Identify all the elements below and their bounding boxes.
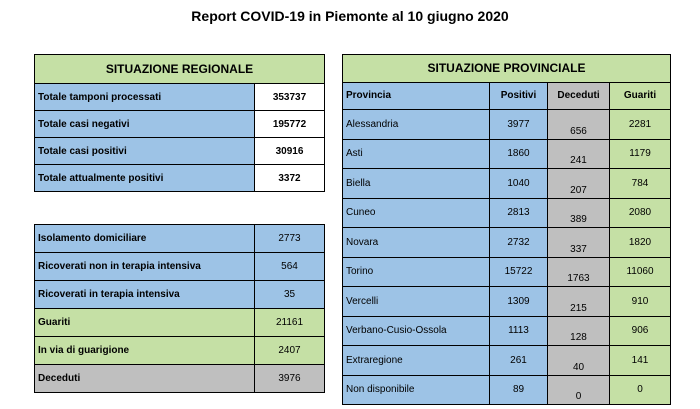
province-deceduti: 389 xyxy=(548,198,610,228)
province-deceduti: 337 xyxy=(548,228,610,258)
table-row xyxy=(35,337,325,365)
province-deceduti: 128 xyxy=(548,316,610,346)
table-row xyxy=(35,225,325,253)
province-positivi: 261 xyxy=(490,346,548,376)
table-row xyxy=(343,110,671,140)
detail-value: 2407 xyxy=(255,337,325,365)
table-row xyxy=(35,138,325,165)
detail-label: Guariti xyxy=(35,309,255,337)
province-positivi: 15722 xyxy=(490,257,548,287)
province-positivi: 2813 xyxy=(490,198,548,228)
table-row xyxy=(35,111,325,138)
province-name: Vercelli xyxy=(343,287,490,317)
detail-value: 564 xyxy=(255,253,325,281)
regional-header: SITUAZIONE REGIONALE xyxy=(35,55,325,84)
regional-table xyxy=(34,54,325,192)
province-deceduti: 656 xyxy=(548,110,610,140)
province-deceduti: 0 xyxy=(548,375,610,405)
province-deceduti: 1763 xyxy=(548,257,610,287)
detail-value: 2773 xyxy=(255,225,325,253)
province-guariti: 11060 xyxy=(610,257,671,287)
province-deceduti: 241 xyxy=(548,139,610,169)
province-guariti: 784 xyxy=(610,169,671,199)
regional-label: Totale tamponi processati xyxy=(35,84,255,111)
province-guariti: 1179 xyxy=(610,139,671,169)
province-name: Novara xyxy=(343,228,490,258)
page-title: Report COVID-19 in Piemonte al 10 giugno 2020 xyxy=(191,8,509,24)
regional-value: 3372 xyxy=(255,165,325,192)
column-header-provincia: Provincia xyxy=(343,82,490,110)
province-positivi: 1860 xyxy=(490,139,548,169)
regional-value: 30916 xyxy=(255,138,325,165)
detail-value: 3976 xyxy=(255,365,325,393)
province-guariti: 141 xyxy=(610,346,671,376)
province-guariti: 0 xyxy=(610,375,671,405)
table-row xyxy=(343,316,671,346)
table-row xyxy=(343,198,671,228)
table-row xyxy=(343,346,671,376)
column-header-guariti: Guariti xyxy=(610,82,671,110)
regional-label: Totale casi positivi xyxy=(35,138,255,165)
province-name: Biella xyxy=(343,169,490,199)
province-name: Non disponibile xyxy=(343,375,490,405)
province-name: Extraregione xyxy=(343,346,490,376)
province-name: Torino xyxy=(343,257,490,287)
table-row xyxy=(35,281,325,309)
province-positivi: 1040 xyxy=(490,169,548,199)
detail-label: Deceduti xyxy=(35,365,255,393)
regional-value: 353737 xyxy=(255,84,325,111)
detail-label: Isolamento domiciliare xyxy=(35,225,255,253)
table-row xyxy=(343,169,671,199)
table-row xyxy=(343,375,671,405)
regional-value: 195772 xyxy=(255,111,325,138)
table-row xyxy=(35,253,325,281)
table-row xyxy=(343,139,671,169)
province-deceduti: 215 xyxy=(548,287,610,317)
detail-label: Ricoverati non in terapia intensiva xyxy=(35,253,255,281)
table-row xyxy=(343,257,671,287)
province-positivi: 1309 xyxy=(490,287,548,317)
province-guariti: 906 xyxy=(610,316,671,346)
province-deceduti: 207 xyxy=(548,169,610,199)
table-row xyxy=(35,84,325,111)
detail-value: 35 xyxy=(255,281,325,309)
province-name: Alessandria xyxy=(343,110,490,140)
table-header-row xyxy=(343,82,671,110)
regional-label: Totale casi negativi xyxy=(35,111,255,138)
regional-label: Totale attualmente positivi xyxy=(35,165,255,192)
detail-label: In via di guarigione xyxy=(35,337,255,365)
province-positivi: 2732 xyxy=(490,228,548,258)
table-row xyxy=(343,228,671,258)
provincial-table xyxy=(342,54,671,405)
province-guariti: 2281 xyxy=(610,110,671,140)
province-name: Asti xyxy=(343,139,490,169)
province-name: Cuneo xyxy=(343,198,490,228)
province-positivi: 89 xyxy=(490,375,548,405)
detail-value: 21161 xyxy=(255,309,325,337)
column-header-positivi: Positivi xyxy=(490,82,548,110)
province-positivi: 1113 xyxy=(490,316,548,346)
province-guariti: 910 xyxy=(610,287,671,317)
province-deceduti: 40 xyxy=(548,346,610,376)
detail-label: Ricoverati in terapia intensiva xyxy=(35,281,255,309)
table-row xyxy=(35,165,325,192)
province-name: Verbano-Cusio-Ossola xyxy=(343,316,490,346)
column-header-deceduti: Deceduti xyxy=(548,82,610,110)
province-positivi: 3977 xyxy=(490,110,548,140)
province-guariti: 2080 xyxy=(610,198,671,228)
table-row xyxy=(35,365,325,393)
details-table xyxy=(34,224,325,393)
table-row xyxy=(343,287,671,317)
provincial-header: SITUAZIONE PROVINCIALE xyxy=(343,55,671,83)
table-row xyxy=(35,309,325,337)
province-guariti: 1820 xyxy=(610,228,671,258)
